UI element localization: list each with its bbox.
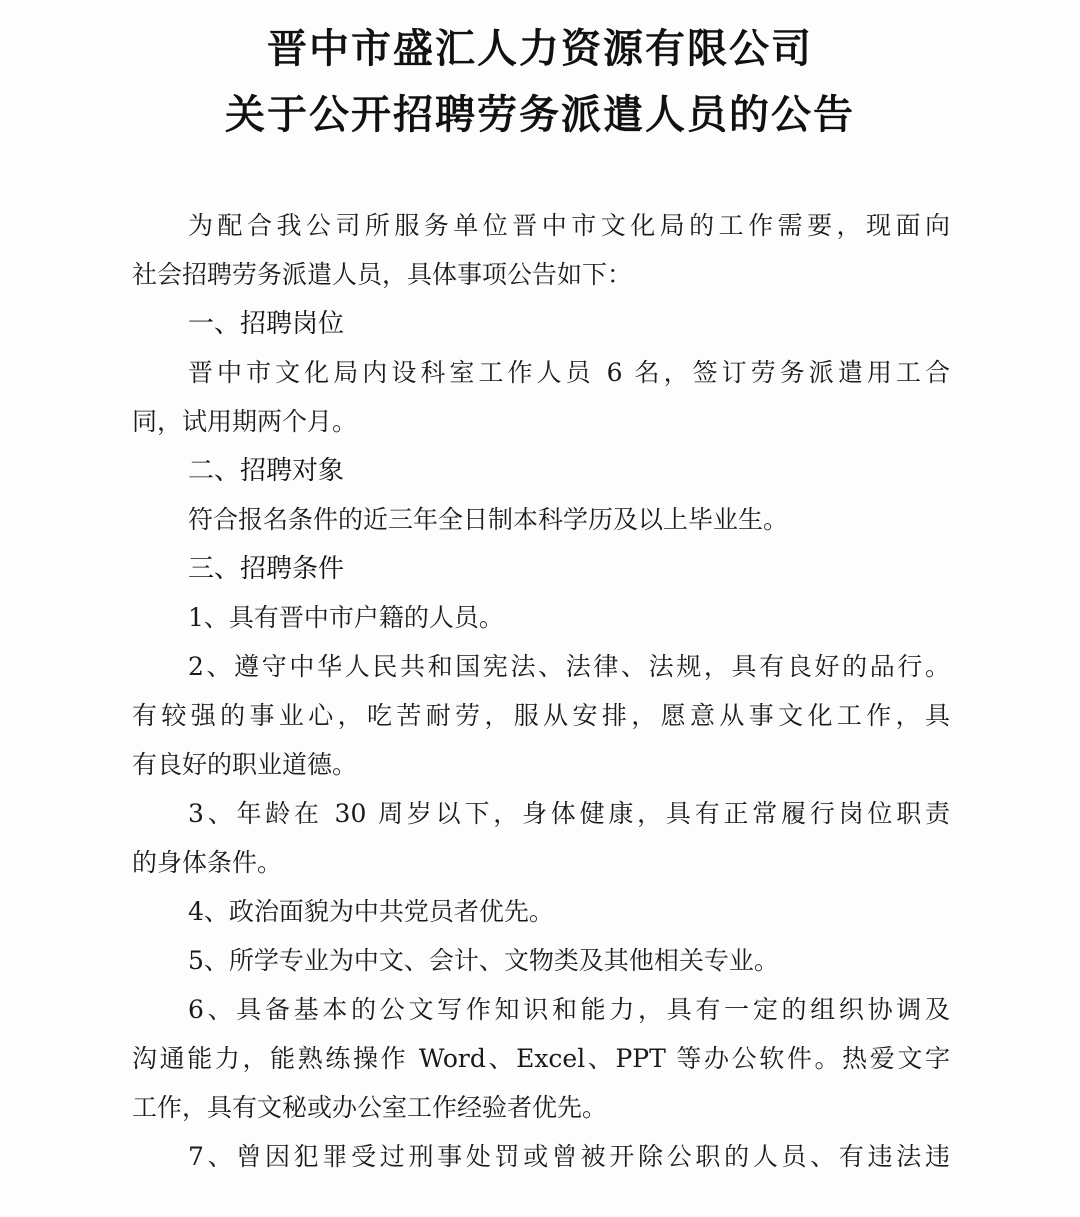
section-heading-conditions: 三、招聘条件	[188, 554, 345, 584]
condition-2-line-3: 有良好的职业道德。	[132, 750, 358, 779]
condition-2-line-1: 2、遵守中华人民共和国宪法、法律、法规，具有良好的品行。	[188, 652, 950, 681]
condition-2-line-2: 有较强的事业心，吃苦耐劳，服从安排，愿意从事文化工作，具	[132, 701, 950, 730]
condition-6-line-2: 沟通能力，能熟练操作 Word、Excel、PPT 等办公软件。热爱文字	[132, 1044, 950, 1073]
document-title-line-1: 晋中市盛汇人力资源有限公司	[267, 25, 813, 72]
condition-7-line-1: 7、曾因犯罪受过刑事处罚或曾被开除公职的人员、有违法违	[188, 1142, 950, 1171]
condition-3-line-1: 3、年龄在 30 周岁以下，身体健康，具有正常履行岗位职责	[188, 799, 950, 828]
section-heading-positions: 一、招聘岗位	[188, 309, 345, 339]
condition-6-line-3: 工作，具有文秘或办公室工作经验者优先。	[132, 1093, 608, 1122]
intro-line-2: 社会招聘劳务派遣人员，具体事项公告如下：	[132, 260, 633, 289]
targets-line-1: 符合报名条件的近三年全日制本科学历及以上毕业生。	[188, 505, 789, 534]
condition-1-line-1: 1、具有晋中市户籍的人员。	[188, 603, 504, 632]
condition-3-line-2: 的身体条件。	[132, 848, 283, 877]
condition-4-line-1: 4、政治面貌为中共党员者优先。	[188, 897, 554, 926]
condition-6-line-1: 6、具备基本的公文写作知识和能力，具有一定的组织协调及	[188, 995, 950, 1024]
positions-line-2: 同，试用期两个月。	[132, 407, 358, 436]
intro-line-1: 为配合我公司所服务单位晋中市文化局的工作需要，现面向	[188, 211, 950, 240]
section-heading-targets: 二、招聘对象	[188, 456, 345, 486]
positions-line-1: 晋中市文化局内设科室工作人员 6 名，签订劳务派遣用工合	[188, 358, 950, 387]
document-title-line-2: 关于公开招聘劳务派遣人员的公告	[225, 91, 855, 138]
condition-5-line-1: 5、所学专业为中文、会计、文物类及其他相关专业。	[188, 946, 779, 975]
